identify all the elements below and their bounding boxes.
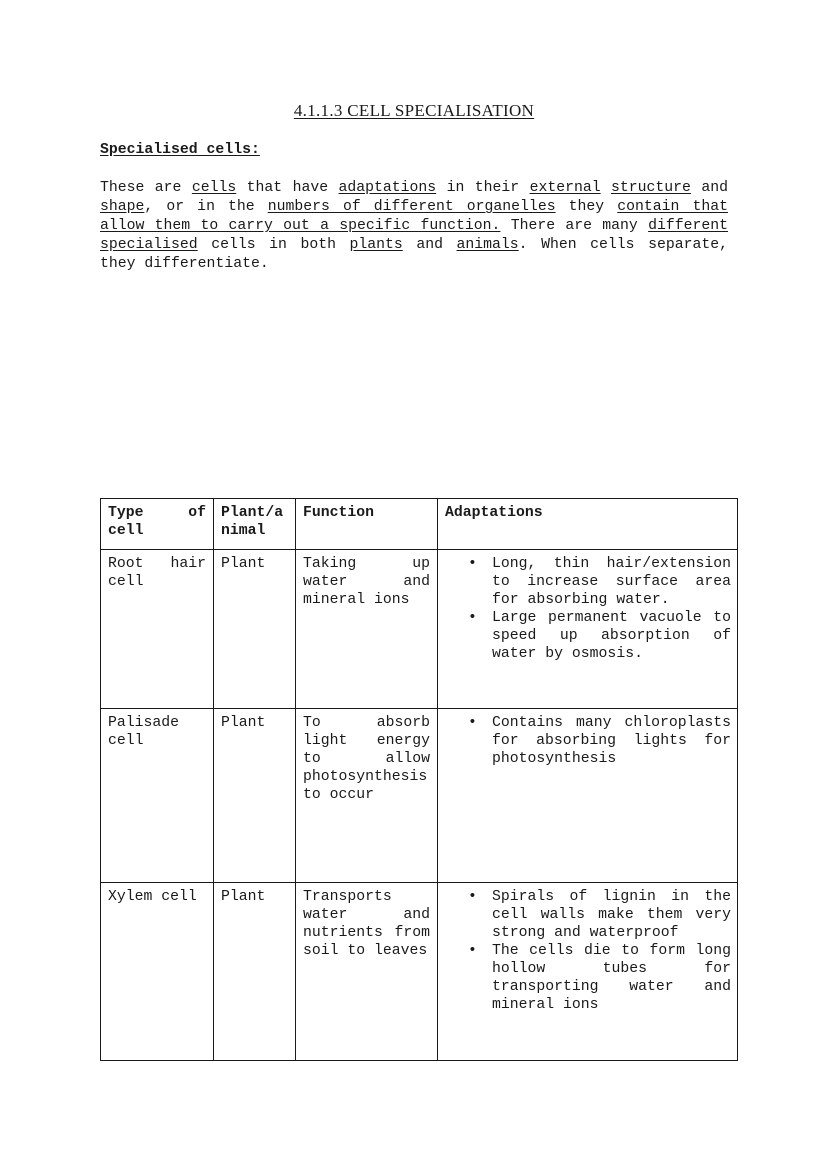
header-plant-animal: Plant/animal <box>214 499 296 550</box>
adaptation-bullet: • Long, thin hair/extension to increase surface area for absorbing water. <box>464 555 731 609</box>
cell-type: Root hair cell <box>101 550 214 709</box>
page-title: 4.1.1.3 CELL SPECIALISATION <box>293 101 535 120</box>
table-header-row <box>101 499 738 550</box>
cell-function: Taking up water and mineral ions <box>296 550 438 709</box>
cell-type: Xylem cell <box>101 883 214 1061</box>
header-type-of-cell: Type of cell <box>101 499 214 550</box>
cell-organism: Plant <box>214 883 296 1061</box>
cell-organism: Plant <box>214 550 296 709</box>
cell-organism: Plant <box>214 709 296 883</box>
specialised-cells-table <box>100 498 738 1061</box>
adaptations-list <box>445 888 730 1014</box>
adaptations-list <box>445 714 730 768</box>
table-row-root-hair-cell <box>101 550 738 709</box>
header-function: Function <box>296 499 438 550</box>
section-heading: Specialised cells: <box>100 142 260 158</box>
adaptation-bullet: • Contains many chloroplasts for absorbing lights for photosynthesis <box>464 714 731 768</box>
intro-paragraph: These are cells that have adaptations in their external structure and shape, or in the numbers of different organelles they contain that allow them to carry out a specific function. There are many different specialised cells in both plants and animals. When cells separate, they differentiate. <box>100 180 728 272</box>
cell-function: To absorb light energy to allow photosynthesis to occur <box>296 709 438 883</box>
cell-adaptations <box>438 550 738 709</box>
adaptations-list <box>445 555 730 663</box>
cell-type: Palisade cell <box>101 709 214 883</box>
cell-adaptations <box>438 709 738 883</box>
table-row-palisade-cell <box>101 709 738 883</box>
table-row-xylem-cell <box>101 883 738 1061</box>
cell-function: Transports water and nutrients from soil to leaves <box>296 883 438 1061</box>
adaptation-bullet: • Large permanent vacuole to speed up absorption of water by osmosis. <box>464 609 731 663</box>
cell-adaptations <box>438 883 738 1061</box>
header-adaptations: Adaptations <box>438 499 738 550</box>
adaptation-bullet: • The cells die to form long hollow tubes for transporting water and mineral ions <box>464 942 731 1014</box>
adaptation-bullet: • Spirals of lignin in the cell walls make them very strong and waterproof <box>464 888 731 942</box>
